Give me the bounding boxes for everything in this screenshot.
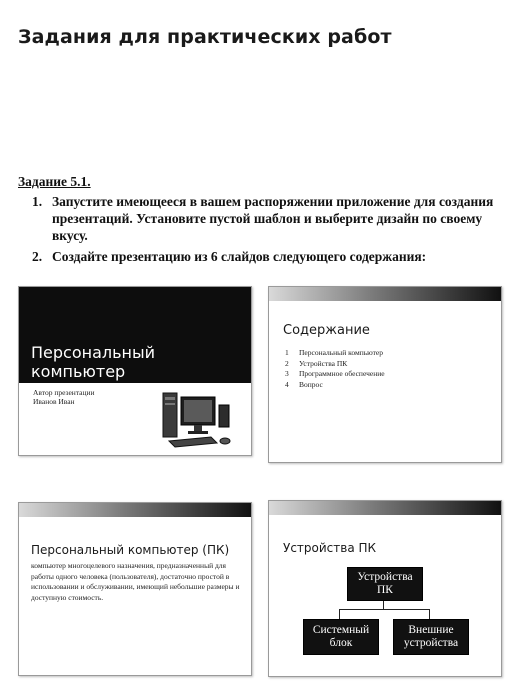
contents-item-text: Вопрос bbox=[299, 379, 323, 389]
diagram-root-box: Устройства ПК bbox=[347, 567, 423, 601]
instruction-text: Создайте презентацию из 6 слайдов следующего содержания: bbox=[52, 249, 427, 264]
slide-title bbox=[18, 286, 252, 456]
contents-list bbox=[285, 348, 385, 390]
instruction-list bbox=[20, 193, 510, 269]
contents-item-number: 1 bbox=[285, 348, 289, 357]
slide-definition-body: компьютер многоцелевого назначения, предназначенный для работы одного человека (пользователя), достаточно простой в использовании и обслуживании, имеющий небольшие размеры и доступную стоимость. bbox=[31, 561, 240, 602]
page-title: Задания для практических работ bbox=[18, 26, 392, 48]
diagram-connector bbox=[339, 609, 430, 610]
diagram-connector bbox=[429, 609, 430, 619]
contents-item bbox=[285, 348, 385, 359]
slide-contents-heading: Содержание bbox=[283, 323, 370, 338]
slide-header-bar bbox=[269, 501, 501, 515]
contents-item bbox=[285, 369, 385, 380]
diagram-connector bbox=[339, 609, 340, 619]
author-label: Автор презентации bbox=[33, 388, 95, 397]
diagram-child-box: Внешние устройства bbox=[393, 619, 469, 655]
instruction-number: 1. bbox=[32, 194, 43, 209]
contents-item-text: Устройства ПК bbox=[299, 358, 348, 368]
instruction-item bbox=[20, 193, 510, 244]
instruction-text: Запустите имеющееся в вашем распоряжении приложение для создания презентаций. Установите пустой шаблон и выберите дизайн по своему вкусу. bbox=[52, 194, 494, 243]
slide-title-line: Персональный bbox=[31, 343, 156, 362]
contents-item-number: 2 bbox=[285, 358, 289, 368]
slide-devices bbox=[268, 500, 502, 677]
slide-definition bbox=[18, 502, 252, 676]
diagram-child-box: Системный блок bbox=[303, 619, 379, 655]
slide-definition-heading: Персональный компьютер (ПК) bbox=[31, 543, 230, 557]
slide-header-bar bbox=[269, 287, 501, 301]
instruction-number: 2. bbox=[32, 249, 43, 264]
instruction-item bbox=[20, 248, 510, 265]
task-heading: Задание 5.1. bbox=[18, 174, 91, 189]
slide-title-heading bbox=[31, 343, 155, 381]
contents-item bbox=[285, 359, 385, 370]
computer-icon bbox=[161, 391, 239, 449]
contents-item-number: 4 bbox=[285, 379, 289, 389]
slide-title-line: компьютер bbox=[31, 362, 126, 381]
contents-item-text: Программное обеспечение bbox=[299, 369, 385, 378]
contents-item bbox=[285, 380, 385, 391]
contents-item-text: Персональный компьютер bbox=[299, 348, 383, 357]
slide-header-bar bbox=[19, 503, 251, 517]
slide-devices-heading: Устройства ПК bbox=[283, 541, 377, 555]
slide-contents bbox=[268, 286, 502, 463]
author-name: Иванов Иван bbox=[33, 397, 75, 406]
slide-author bbox=[33, 388, 95, 406]
contents-item-number: 3 bbox=[285, 369, 289, 378]
